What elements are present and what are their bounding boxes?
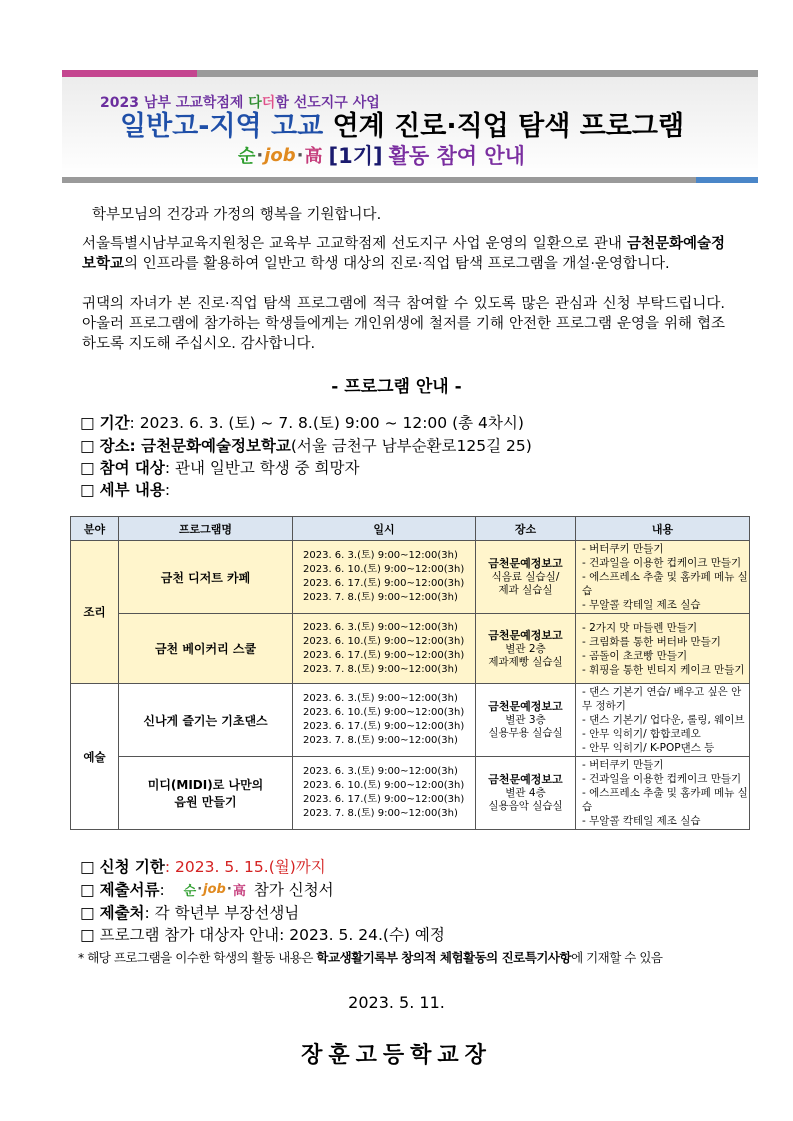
table-row <box>71 541 750 614</box>
program-dates: 2023. 6. 3.(토) 9:00~12:00(3h) 2023. 6. 10.(토) 9:00~12:00(3h) 2023. 6. 17.(토) 9:00~12:00(3h) 2023. 7. 8.(토) 9:00~12:00(3h) <box>293 614 476 684</box>
program-content: - 버터쿠키 만들기 - 건과일을 이용한 컵케이크 만들기 - 에스프레소 추출 및 홈카페 메뉴 실습 - 무알콜 칵테일 제조 실습 <box>576 757 750 830</box>
sun-job-go-logo: 순 · job · 高 <box>238 144 323 167</box>
program-place: 금천문예정보고 식음료 실습실/ 제과 실습실 <box>476 541 576 614</box>
table-header: 분야 <box>71 517 119 541</box>
page-title: 일반고-지역 고교 연계 진로·직업 탐색 프로그램 <box>120 111 685 142</box>
intro-request: 귀댁의 자녀가 본 진로·직업 탐색 프로그램에 적극 참여할 수 있도록 많은 관심과 신청 부탁드립니다. 아울러 프로그램에 참가하는 학생들에게는 개인위생에 철저를 기해 안전한 프로그램 운영을 위해 협조하도록 지도해 주십시오. 감사합니다. <box>82 296 725 352</box>
category-cell: 예술 <box>71 684 119 830</box>
program-name: 미디(MIDI)로 나만의 음원 만들기 <box>119 757 293 830</box>
program-dates: 2023. 6. 3.(토) 9:00~12:00(3h) 2023. 6. 10.(토) 9:00~12:00(3h) 2023. 6. 17.(토) 9:00~12:00(3h) 2023. 7. 8.(토) 9:00~12:00(3h) <box>293 684 476 757</box>
program-place: 금천문예정보고 별관 2층 제과제빵 실습실 <box>476 614 576 684</box>
table-header-row <box>71 517 750 541</box>
program-content: - 버터쿠키 만들기 - 건과일을 이용한 컵케이크 만들기 - 에스프레소 추출 및 홈카페 메뉴 실습 - 무알콜 칵테일 제조 실습 <box>576 541 750 614</box>
page-title-line2: 순 · job · 高 [1기] 활동 참여 안내 <box>238 144 525 168</box>
apply-documents: □ 제출서류: 순 · job · 高 참가 신청서 <box>80 881 334 899</box>
table-header: 내용 <box>576 517 750 541</box>
table-row <box>71 757 750 830</box>
info-period: □ 기간: 2023. 6. 3. (토) ~ 7. 8.(토) 9:00 ~ 12:00 (총 4차시) <box>80 414 524 432</box>
table-row <box>71 684 750 757</box>
program-table <box>70 516 750 830</box>
program-place: 금천문예정보고 별관 3층 실용무용 실습실 <box>476 684 576 757</box>
program-content: - 댄스 기본기 연습/ 배우고 싶은 안무 정하기 - 댄스 기본기/ 업다운, 롤링, 웨이브 - 안무 익히기/ 합합코레오 - 안무 익히기/ K-POP댄스 등 <box>576 684 750 757</box>
header-top-bar <box>62 70 758 77</box>
program-dates: 2023. 6. 3.(토) 9:00~12:00(3h) 2023. 6. 10.(토) 9:00~12:00(3h) 2023. 6. 17.(토) 9:00~12:00(3h) 2023. 7. 8.(토) 9:00~12:00(3h) <box>293 757 476 830</box>
intro-greeting: 학부모님의 건강과 가정의 행복을 기원합니다. <box>92 207 382 223</box>
program-name: 금천 베이커리 스쿨 <box>119 614 293 684</box>
footnote: * 해당 프로그램을 이수한 학생의 활동 내용은 학교생활기록부 창의적 체험활동의 진로특기사항에 기재할 수 있음 <box>78 950 663 965</box>
header-bottom-bar <box>62 177 758 183</box>
apply-deadline: □ 신청 기한: 2023. 5. 15.(월)까지 <box>80 858 326 876</box>
table-header: 일시 <box>293 517 476 541</box>
sun-job-go-logo-small: 순 · job · 高 <box>183 882 246 899</box>
category-cell: 조리 <box>71 541 119 684</box>
apply-submit-to: □ 제출처: 각 학년부 부장선생님 <box>80 904 300 922</box>
program-place: 금천문예정보고 별관 4층 실용음악 실습실 <box>476 757 576 830</box>
document-date: 2023. 5. 11. <box>348 993 445 1012</box>
program-content: - 2가지 맛 마들렌 만들기 - 크림화를 통한 버터바 만들기 - 곰돌이 초코빵 만들기 - 휘핑을 통한 빈티지 케이크 만들기 <box>576 614 750 684</box>
apply-notice: □ 프로그램 참가 대상자 안내: 2023. 5. 24.(수) 예정 <box>80 926 445 944</box>
info-detail: □ 세부 내용: <box>80 481 171 499</box>
program-name: 금천 디저트 카페 <box>119 541 293 614</box>
header-subtitle: 2023 남부 고교학점제 다더함 선도지구 사업 <box>100 95 380 111</box>
section-title: - 프로그램 안내 - <box>331 377 462 397</box>
intro-paragraph: 서울특별시남부교육지원청은 교육부 고교학점제 선도지구 사업 운영의 일환으로 관내 금천문화예술정보학교의 인프라를 활용하여 일반고 학생 대상의 진로·직업 탐색 프로그램을 개설·운영합니다. <box>82 236 725 272</box>
table-row <box>71 614 750 684</box>
table-header: 프로그램명 <box>119 517 293 541</box>
program-name: 신나게 즐기는 기초댄스 <box>119 684 293 757</box>
table-header: 장소 <box>476 517 576 541</box>
info-place: □ 장소: 금천문화예술정보학교(서울 금천구 남부순환로125길 25) <box>80 437 532 455</box>
principal-signature: 장훈고등학교장 <box>301 1043 492 1068</box>
info-target: □ 참여 대상: 관내 일반고 학생 중 희망자 <box>80 459 360 477</box>
program-dates: 2023. 6. 3.(토) 9:00~12:00(3h) 2023. 6. 10.(토) 9:00~12:00(3h) 2023. 6. 17.(토) 9:00~12:00(3h) 2023. 7. 8.(토) 9:00~12:00(3h) <box>293 541 476 614</box>
